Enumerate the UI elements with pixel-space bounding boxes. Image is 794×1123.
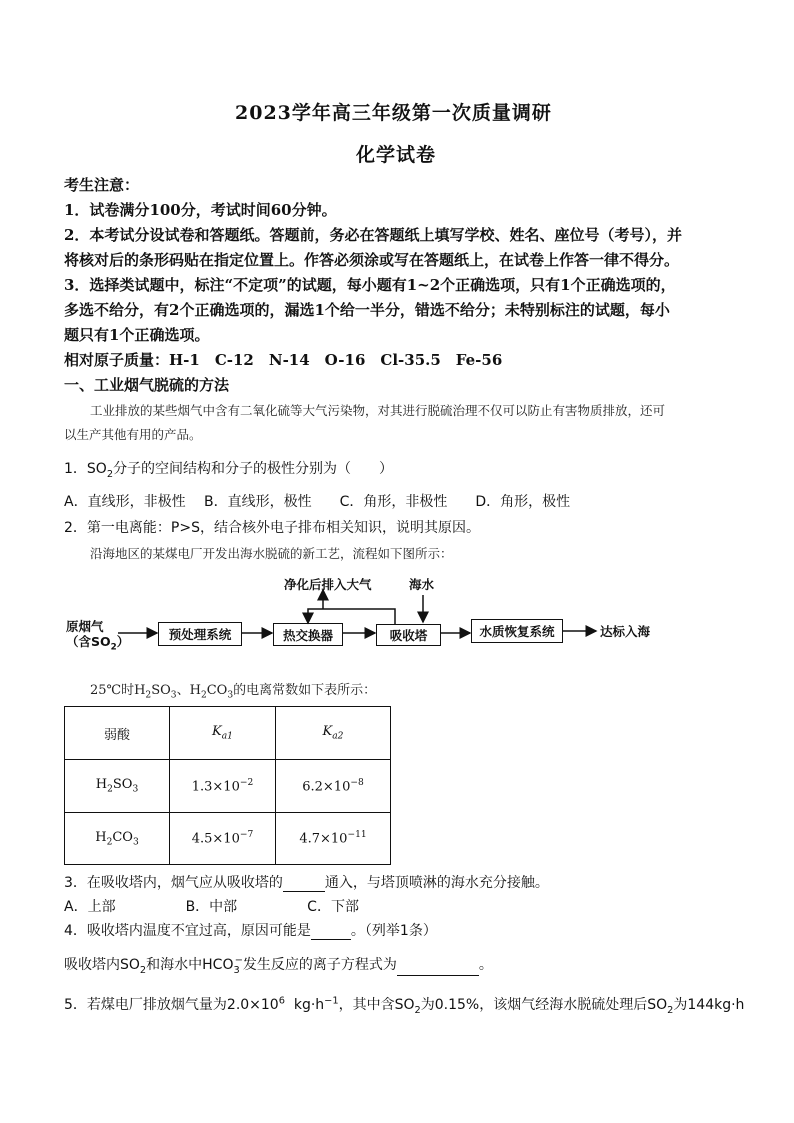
q4-eq-sub: 2 (139, 964, 147, 976)
ionization-constant-table (64, 706, 391, 865)
value-exp: −8 (350, 777, 364, 788)
header-weak-acid: 弱酸 (65, 707, 170, 760)
table-header-row (65, 707, 391, 760)
q5-sup2: −1 (324, 995, 339, 1007)
acid-part: H (95, 777, 108, 793)
acid-sub: 2 (106, 837, 113, 848)
q5-sub1: 2 (414, 1004, 421, 1016)
ka-intro-s3: 2 (200, 690, 207, 701)
ka1-symbol: K (212, 724, 222, 740)
flow-input-pre: （含SO (66, 634, 111, 649)
notice-item-2-line2: 将核对后的条形码贴在指定位置上。作答必须涂或写在答题纸上，在试卷上作答一律不得分。 (64, 251, 680, 269)
value-base: 1.3×10 (191, 779, 240, 795)
q4-eq-sup2: − (234, 955, 243, 967)
flow-input-label (66, 619, 129, 656)
notice-item-3-line3: 题只有1个正确选项。 (64, 326, 210, 344)
q5-sup1: 6 (278, 995, 285, 1007)
ka-intro (90, 679, 376, 701)
acid-part: CO (112, 829, 133, 845)
acid-part: H (95, 829, 107, 845)
q5-sub2: 2 (667, 1004, 674, 1016)
q5-mid2: ，其中含SO (338, 997, 415, 1013)
arrow-absorber-to-exchanger-loop (308, 609, 395, 625)
section-intro-line1: 工业排放的某些烟气中含有二氧化硫等大气污染物，对其进行脱硫治理不仅可以防止有害物质排放，还可 (90, 403, 666, 418)
q4-eq-end: 。 (478, 957, 493, 973)
q4-post: 。（列举1条） (350, 923, 437, 939)
q5-mid1: kg·h (284, 997, 325, 1013)
ka-intro-m3: CO (206, 683, 228, 698)
value-exp: −2 (239, 777, 254, 788)
ka-intro-s4: 3 (227, 690, 234, 701)
header-ka2 (276, 707, 391, 760)
q3-post: 通入，与塔顶喷淋的海水充分接触。 (324, 875, 549, 891)
ka-intro-pre: 25℃时H (90, 683, 146, 698)
ka-intro-post: 的电离常数如下表所示： (233, 683, 377, 698)
flow-intro: 沿海地区的某煤电厂开发出海水脱硫的新工艺，流程如下图所示： (90, 546, 453, 561)
acid-sub: 3 (132, 784, 139, 795)
section-intro-line2: 以生产其他有用的产品。 (64, 427, 202, 442)
acid-h2so3 (65, 760, 170, 813)
acid-sub: 3 (132, 837, 139, 848)
exam-title: 2023学年高三年级第一次质量调研 (235, 102, 552, 124)
q4-eq-pre: 吸收塔内SO (64, 957, 140, 973)
question-3 (64, 872, 549, 892)
q4-pre: 4．吸收塔内温度不宜过高，原因可能是 (64, 923, 311, 939)
notice-item-3-line2: 多选不给分，有2个正确选项的，漏选1个给一半分，错选不给分；未特别标注的试题，每小 (64, 301, 670, 319)
question-4-equation (64, 954, 493, 976)
question-2: 2．第一电离能：P>S，结合核外电子排布相关知识，说明其原因。 (64, 520, 480, 536)
ka2-symbol: K (322, 724, 333, 740)
exam-subtitle: 化学试卷 (356, 144, 437, 166)
ka-intro-m1: SO (151, 683, 171, 698)
ka-intro-s1: 2 (145, 690, 152, 701)
flow-input-sub: 2 (110, 642, 117, 653)
notice-heading: 考生注意： (64, 176, 140, 194)
flow-input-line1: 原烟气 (66, 619, 104, 634)
q4-eq-mid: 和海水中HCO (146, 957, 234, 973)
value-base: 6.2×10 (302, 779, 351, 795)
question-3-options: A．上部 B．中部 C．下部 (64, 899, 359, 915)
ka1-sub: a1 (221, 731, 233, 742)
question-1-options: A．直线形，非极性 B．直线形，极性 C．角形，非极性 D．角形，极性 (64, 494, 571, 510)
q3-pre: 3．在吸收塔内，烟气应从吸收塔的 (64, 875, 283, 891)
flow-seawater-label: 海水 (409, 577, 435, 592)
acid-part: SO (112, 777, 133, 793)
header-ka1 (170, 707, 276, 760)
q5-mid3: 为0.15%，该烟气经海水脱硫处理后SO (420, 997, 668, 1013)
value-exp: −7 (239, 830, 254, 841)
flow-output-label: 达标入海 (600, 624, 651, 639)
notice-item-2-line1: 2．本考试分设试卷和答题纸。答题前，务必在答题纸上填写学校、姓名、座位号（考号），并 (64, 226, 682, 244)
q5-post: 为144kg·h (673, 997, 745, 1013)
question-1 (64, 458, 393, 480)
box-heat-exchanger: 热交换器 (273, 623, 343, 646)
table-row (65, 813, 391, 865)
flow-input-line2 (66, 634, 129, 656)
ka-intro-m2: 、H (176, 683, 201, 698)
h2co3-ka2 (276, 813, 391, 865)
q1-text-post: 分子的空间结构和分子的极性分别为（ ） (113, 461, 394, 477)
atomic-mass-line: 相对原子质量：H-1 C-12 N-14 O-16 Cl-35.5 Fe-56 (64, 351, 503, 369)
value-base: 4.7×10 (299, 831, 348, 847)
q4-eq-post: 发生反应的离子方程式为 (242, 957, 397, 973)
question-4 (64, 920, 437, 940)
question-5 (64, 994, 744, 1016)
flow-input-post: ） (116, 634, 130, 649)
ka2-sub: a2 (332, 731, 344, 742)
acid-sub: 2 (107, 784, 113, 795)
value-exp: −11 (347, 830, 367, 841)
section-heading: 一、工业烟气脱硫的方法 (64, 376, 230, 394)
acid-h2co3 (65, 813, 170, 865)
ka-intro-s2: 3 (170, 690, 177, 701)
notice-item-1: 1．试卷满分100分，考试时间60分钟。 (64, 201, 337, 219)
h2co3-ka1 (170, 813, 276, 865)
q4-eq-sub2: 3 (233, 964, 240, 976)
box-pretreatment-system: 预处理系统 (158, 622, 242, 646)
flow-atmosphere-label: 净化后排入大气 (284, 577, 372, 592)
q5-pre: 5．若煤电厂排放烟气量为2.0×10 (64, 997, 279, 1013)
q1-sub: 2 (106, 468, 114, 480)
notice-item-3-line1: 3．选择类试题中，标注“不定项”的试题，每小题有1~2个正确选项，只有1个正确选项的， (64, 276, 676, 294)
box-water-recovery-system: 水质恢复系统 (471, 619, 563, 643)
q4-equation-blank[interactable] (397, 961, 479, 976)
q1-text-pre: 1．SO (64, 461, 107, 477)
h2so3-ka2 (276, 760, 391, 813)
q3-answer-blank[interactable] (283, 877, 325, 892)
h2so3-ka1 (170, 760, 276, 813)
table-row (65, 760, 391, 813)
q4-answer-blank[interactable] (311, 925, 351, 940)
value-base: 4.5×10 (191, 831, 240, 847)
box-absorption-tower: 吸收塔 (376, 624, 441, 646)
